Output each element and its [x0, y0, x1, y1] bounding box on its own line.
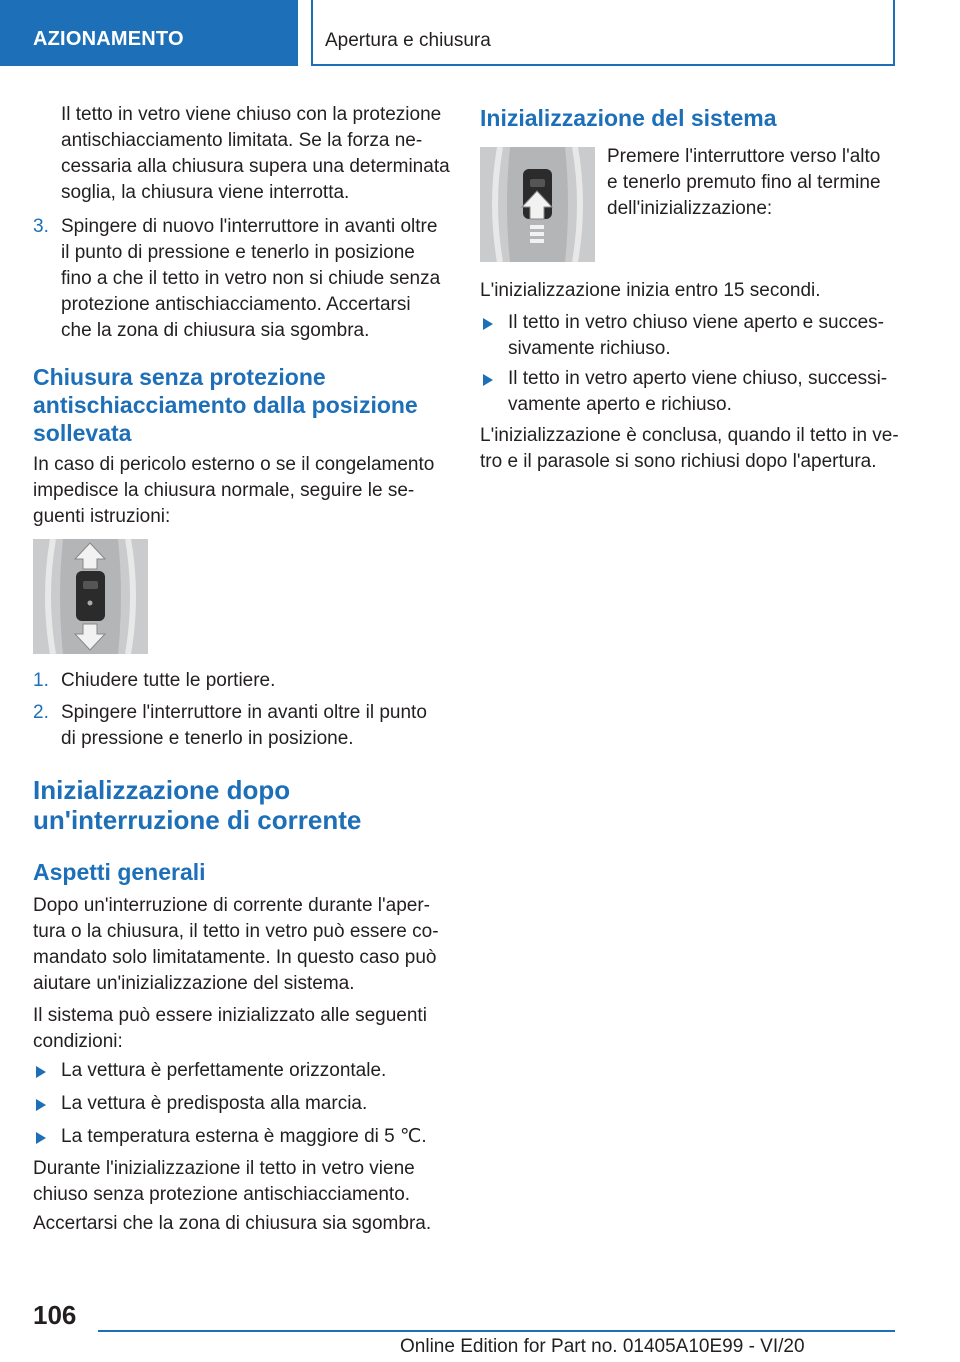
step-1-text: Chiudere tutte le portiere.	[61, 670, 276, 691]
bullet-triangle-icon	[36, 1132, 46, 1144]
close-paragraph: In caso di pericolo esterno o se il congelamento impedisce la chiusura normale, seguire le se- guenti istruzioni:	[33, 454, 435, 527]
heading-close-without-protection: Chiusura senza protezione antischiacciamento dalla posizione sollevata	[33, 364, 418, 446]
heading-init-after-power-loss: Inizializzazione dopo un'interruzione di corrente	[33, 775, 362, 835]
footer-divider	[98, 1330, 895, 1332]
start-paragraph: L'inizializzazione inizia entro 15 secondi.	[480, 280, 821, 301]
step-3-text: Spingere di nuovo l'interruttore in avanti oltre il punto di pressione e tenerlo in posizione fino a che il tetto in vetro non si chiude senza protezione antischiacciamento. Accertarsi che la zona di chiusura sia sgombra.	[61, 216, 441, 341]
bullet-triangle-icon	[483, 318, 493, 330]
switch-illustration-init	[480, 147, 595, 262]
edition-info: Online Edition for Part no. 01405A10E99 - VI/20	[400, 1336, 805, 1357]
condition-item: La vettura è perfettamente orizzontale.	[61, 1060, 387, 1081]
step-number: 1.	[33, 670, 49, 691]
init-bullet: Il tetto in vetro chiuso viene aperto e succes- sivamente richiuso.	[508, 312, 884, 359]
switch-icon	[33, 539, 148, 654]
switch-up-icon	[480, 147, 595, 262]
step-number: 3.	[33, 216, 49, 237]
bullet-triangle-icon	[36, 1066, 46, 1078]
heading-general: Aspetti generali	[33, 859, 206, 885]
bullet-triangle-icon	[36, 1099, 46, 1111]
step-2-text: Spingere l'interruttore in avanti oltre il punto di pressione e tenerlo in posizione.	[61, 702, 427, 749]
condition-item: La temperatura esterna è maggiore di 5 ℃.	[61, 1126, 427, 1147]
final-paragraph: Accertarsi che la zona di chiusura sia sgombra.	[33, 1213, 432, 1234]
init-bullet: Il tetto in vetro aperto viene chiuso, successi- vamente aperto e richiuso.	[508, 368, 888, 415]
conditions-paragraph: Il sistema può essere inizializzato alle seguenti condizioni:	[33, 1005, 427, 1052]
intro-paragraph: Il tetto in vetro viene chiuso con la protezione antischiacciamento limitata. Se la forza ne- cessaria alla chiusura supera una determinata soglia, la chiusura viene interrotta.	[61, 104, 450, 203]
section-tab: AZIONAMENTO	[0, 0, 298, 66]
bullet-triangle-icon	[483, 374, 493, 386]
step-number: 2.	[33, 702, 49, 723]
general-paragraph: Dopo un'interruzione di corrente durante l'aper- tura o la chiusura, il tetto in vetro può essere co- mandato solo limitatamente. In questo caso può aiutare un'inizializzazione del sistema.	[33, 895, 439, 994]
page-number: 106	[33, 1300, 77, 1330]
page-title: Apertura e chiusura	[325, 30, 491, 51]
image-instruction: Premere l'interruttore verso l'alto e tenerlo premuto fino al termine dell'inizializzazione:	[607, 146, 881, 219]
switch-illustration-close	[33, 539, 148, 654]
condition-item: La vettura è predisposta alla marcia.	[61, 1093, 368, 1114]
heading-system-init: Inizializzazione del sistema	[480, 105, 777, 131]
end-paragraph: L'inizializzazione è conclusa, quando il tetto in ve- tro e il parasole si sono richiusi dopo l'apertura.	[480, 425, 899, 472]
during-paragraph: Durante l'inizializzazione il tetto in vetro viene chiuso senza protezione antischiacciamento.	[33, 1158, 415, 1205]
